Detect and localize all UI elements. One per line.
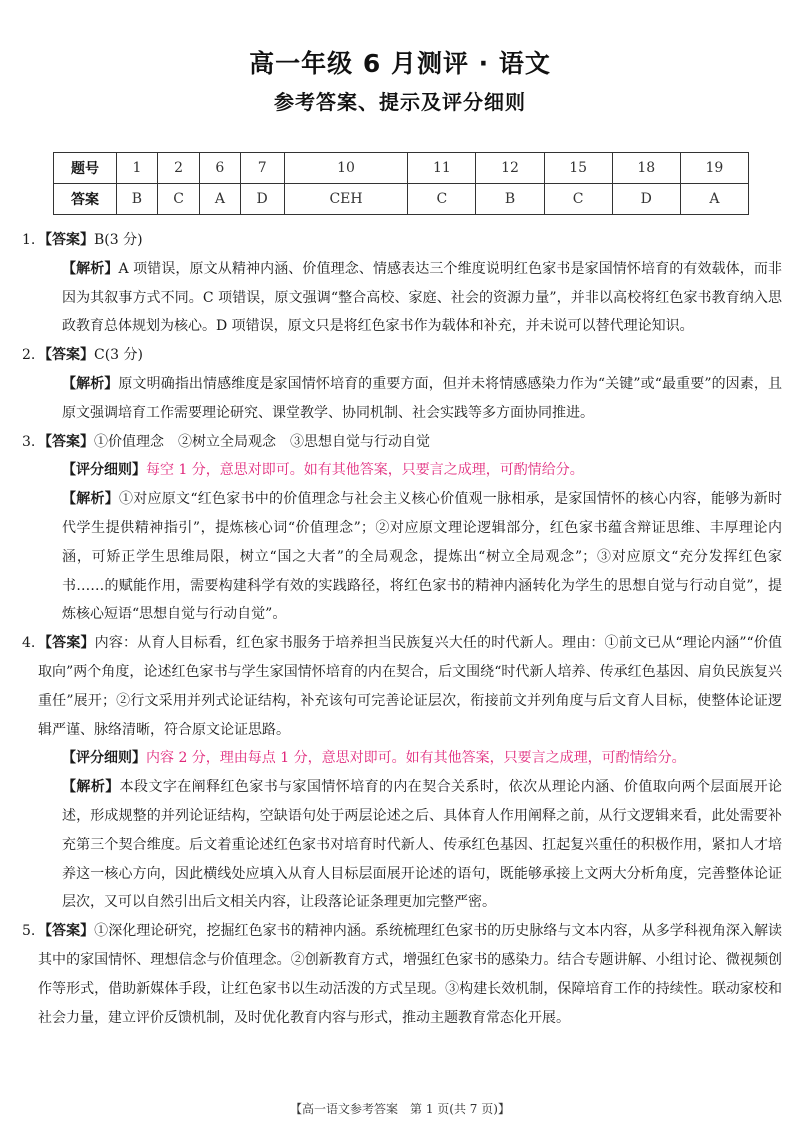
answer-cell: C <box>157 184 199 215</box>
q4-analysis <box>22 773 782 917</box>
question-number-cell: 2 <box>157 153 199 184</box>
answer-row <box>54 184 749 215</box>
analysis-label: 【解析】 <box>62 779 120 796</box>
q3-analysis <box>22 485 782 629</box>
answer-label: 【答案】 <box>38 923 95 940</box>
answer-cell: C <box>544 184 612 215</box>
answer-cell: B <box>476 184 544 215</box>
q1-number: 1. <box>22 232 36 248</box>
analysis-label: 【解析】 <box>62 491 120 508</box>
question-number-cell: 19 <box>680 153 748 184</box>
question-number-cell: 7 <box>240 153 284 184</box>
question-number-cell: 12 <box>476 153 544 184</box>
question-number-cell: 11 <box>408 153 476 184</box>
q2-analysis <box>22 370 782 428</box>
q5-answer-text: ①深化理论研究，挖掘红色家书的精神内涵。系统梳理红色家书的历史脉络与文本内容，从多学科视角深入解读其中的家国情怀、理想信念与价值理念。②创新教育方式，增强红色家书的感染力。结合专题讲解、小组讨论、微视频创作等形式，借助新媒体手段，让红色家书以生动活泼的方式呈现。③构建长效机制，保障培育工作的持续性。联动家校和社会力量，建立评价反馈机制，及时优化教育内容与形式，推动主题教育常态化开展。 <box>38 923 782 1026</box>
answer-cell: CEH <box>284 184 408 215</box>
page-footer: 【高一语文参考答案 第 1 页(共 7 页)】 <box>290 1102 510 1116</box>
scoring-label: 【评分细则】 <box>62 750 146 767</box>
q2-number: 2. <box>22 347 36 364</box>
question-number-row <box>54 153 749 184</box>
analysis-label: 【解析】 <box>62 260 119 277</box>
answer-cell: D <box>240 184 284 215</box>
q3-answer-text: ①价值理念 ②树立全局观念 ③思想自觉与行动自觉 <box>94 433 430 450</box>
answer-cell: B <box>117 184 158 215</box>
q2-analysis-text: 原文明确指出情感维度是家国情怀培育的重要方面，但并未将情感感染力作为“关键”或“最重要”的因素，且原文强调培育工作需要理论研究、课堂教学、协同机制、社会实践等多方面协同推进。 <box>62 375 782 421</box>
q5-answer <box>22 917 782 1032</box>
page-subtitle: 参考答案、提示及评分细则 <box>274 90 526 114</box>
question-number-cell: 1 <box>117 153 158 184</box>
q3-number: 3. <box>22 433 36 450</box>
q5-number: 5. <box>22 923 36 940</box>
question-number-header: 题号 <box>54 153 117 184</box>
answer-cell: A <box>200 184 240 215</box>
answer-cell: A <box>680 184 748 215</box>
question-number-cell: 18 <box>612 153 680 184</box>
scoring-label: 【评分细则】 <box>62 462 146 479</box>
answer-content <box>22 226 782 1032</box>
q3-scoring-text: 每空 1 分，意思对即可。如有其他答案，只要言之成理，可酌情给分。 <box>146 462 584 479</box>
q1-analysis <box>22 255 782 341</box>
answer-label: 【答案】 <box>38 232 94 248</box>
q4-number: 4. <box>22 635 36 652</box>
q1-answer-text: B(3 分) <box>94 232 143 248</box>
q1-analysis-text: A 项错误，原文从精神内涵、价值理念、情感表达三个维度说明红色家书是家国情怀培育的有效载体，而非因为其叙事方式不同。C 项错误，原文强调“整合高校、家庭、社会的资源力量”，并非以高校将红色家书教育纳入思政教育总体规划为核心。D 项错误，原文只是将红色家书作为载体和补充，并未说可以替代理论知识。 <box>62 260 782 335</box>
answer-label: 【答案】 <box>38 433 94 450</box>
question-number-cell: 10 <box>284 153 408 184</box>
q2-answer-text: C(3 分) <box>94 347 143 364</box>
q4-scoring-text: 内容 2 分，理由每点 1 分，意思对即可。如有其他答案，只要言之成理，可酌情给分。 <box>146 750 686 767</box>
q4-answer <box>22 629 782 744</box>
answer-table <box>53 152 749 215</box>
q3-answer <box>22 428 782 457</box>
q3-scoring <box>22 456 782 485</box>
answer-cell: D <box>612 184 680 215</box>
question-number-cell: 6 <box>200 153 240 184</box>
answer-label: 【答案】 <box>38 635 95 652</box>
q4-analysis-text: 本段文字在阐释红色家书与家国情怀培育的内在契合关系时，依次从理论内涵、价值取向两个层面展开论述，形成规整的并列论证结构，空缺语句处于两层论述之后、具体育人作用阐释之前，从行文逻辑来看，此处需要补充第三个契合维度。后文着重论述红色家书对培育时代新人、传承红色基因、扛起复兴重任的积极作用，紧扣人才培养这一核心方向，因此横线处应填入从育人目标层面展开论述的语句，既能够承接上文两大分析角度，完善整体论证层次，又可以自然引出后文相关内容，让段落论证条理更加完整严密。 <box>62 779 783 911</box>
answer-header: 答案 <box>54 184 117 215</box>
question-number-cell: 15 <box>544 153 612 184</box>
page-title: 高一年级 6 月测评 · 语文 <box>249 49 551 78</box>
answer-cell: C <box>408 184 476 215</box>
answer-label: 【答案】 <box>38 347 94 364</box>
q1-answer <box>22 226 782 255</box>
q4-scoring <box>22 744 782 773</box>
q4-answer-text: 内容：从育人目标看，红色家书服务于培养担当民族复兴大任的时代新人。理由：①前文已从“理论内涵”“价值取向”两个角度，论述红色家书与学生家国情怀培育的内在契合，后文围绕“时代新人培养、传承红色基因、肩负民族复兴重任”展开；②行文采用并列式论证结构，补充该句可完善论证层次，衔接前文并列角度与后文育人目标，使整体论证逻辑严谨、脉络清晰，符合原文论证思路。 <box>38 635 782 738</box>
q3-analysis-text: ①对应原文“红色家书中的价值理念与社会主义核心价值观一脉相承，是家国情怀的核心内容，能够为新时代学生提供精神指引”，提炼核心词“价值理念”；②对应原文理论逻辑部分，红色家书蕴含辩证思维、丰厚理论内涵，可矫正学生思维局限，树立“国之大者”的全局观念，提炼出“树立全局观念”；③对应原文“充分发挥红色家书……的赋能作用，需要构建科学有效的实践路径，将红色家书的精神内涵转化为学生的思想自觉与行动自觉”，提炼核心短语“思想自觉与行动自觉”。 <box>62 491 783 623</box>
analysis-label: 【解析】 <box>62 375 119 392</box>
q2-answer <box>22 341 782 370</box>
